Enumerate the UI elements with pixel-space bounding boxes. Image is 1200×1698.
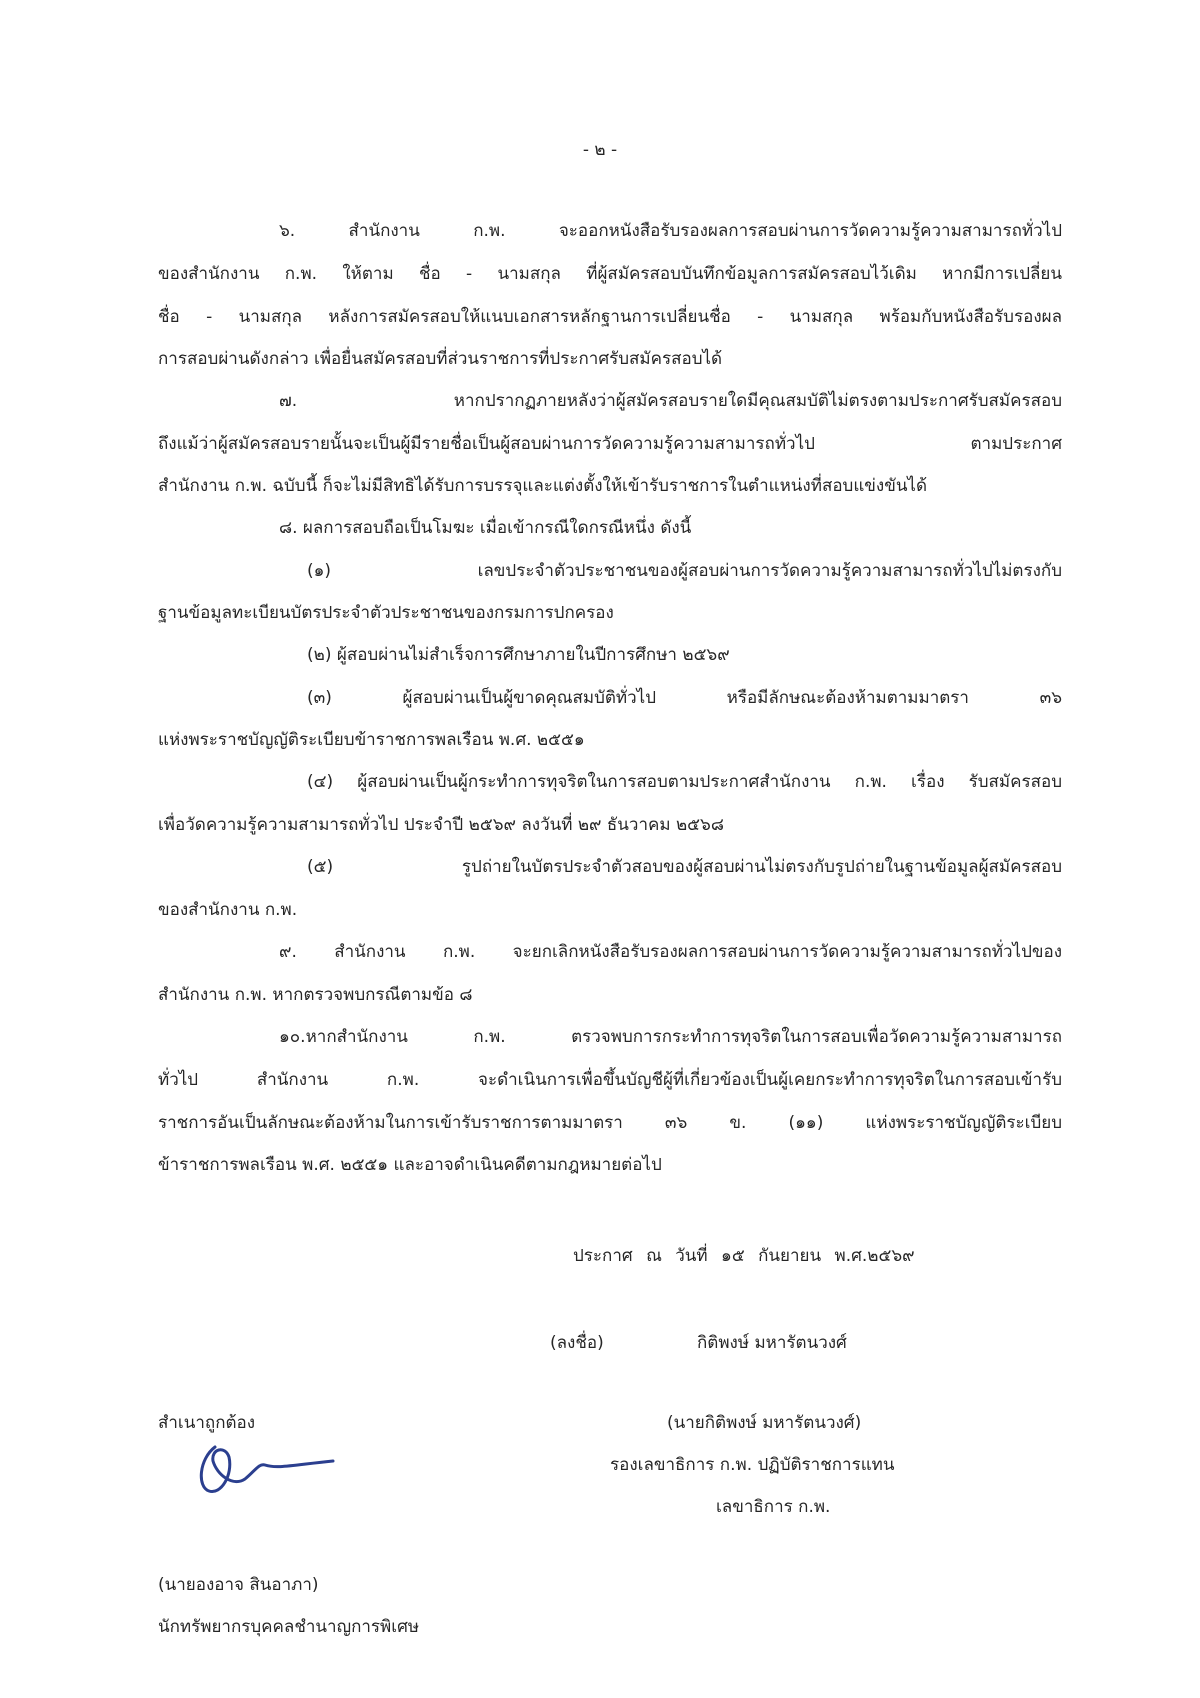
item-8-4-line-1: (๔) ผู้สอบผ่านเป็นผู้กระทำการทุจริตในการสอบตามประกาศสำนักงาน ก.พ. เรื่อง รับสมัครสอบ [307,772,1062,792]
item-8-5-line-2: ของสำนักงาน ก.พ. [158,900,298,920]
signer-name: กิติพงษ์ มหารัตนวงศ์ [697,1333,847,1353]
paragraph-10-line-1: ๑๐.หากสำนักงาน ก.พ. ตรวจพบการกระทำการทุจริตในการสอบเพื่อวัดความรู้ความสามารถ [279,1027,1062,1047]
paragraph-7-line-3: สำนักงาน ก.พ. ฉบับนี้ ก็จะไม่มีสิทธิได้รับการบรรจุและแต่งตั้งให้เข้ารับราชการในตำแหน่งที่สอบแข่งขันได้ [158,476,928,496]
signer-full-name: (นายกิติพงษ์ มหารัตนวงศ์) [667,1413,862,1433]
item-8-5-line-1: (๕) รูปถ่ายในบัตรประจำตัวสอบของผู้สอบผ่านไม่ตรงกับรูปถ่ายในฐานข้อมูลผู้สมัครสอบ [307,857,1062,877]
paragraph-6-line-4: การสอบผ่านดังกล่าว เพื่อยื่นสมัครสอบที่ส่วนราชการที่ประกาศรับสมัครสอบได้ [158,349,723,369]
certifier-position: นักทรัพยากรบุคคลชำนาญการพิเศษ [158,1617,420,1637]
paragraph-9-line-2: สำนักงาน ก.พ. หากตรวจพบกรณีตามข้อ ๘ [158,985,473,1005]
item-8-1-line-1: (๑) เลขประจำตัวประชาชนของผู้สอบผ่านการวัดความรู้ความสามารถทั่วไปไม่ตรงกับ [307,561,1062,581]
signed-label: (ลงชื่อ) [550,1333,604,1353]
signer-position-2: เลขาธิการ ก.พ. [716,1497,831,1517]
item-8-1-line-2: ฐานข้อมูลทะเบียนบัตรประจำตัวประชาชนของกรมการปกครอง [158,603,614,623]
signer-position-1: รองเลขาธิการ ก.พ. ปฏิบัติราชการแทน [610,1455,895,1475]
paragraph-7-line-1: ๗. หากปรากฏภายหลังว่าผู้สมัครสอบรายใดมีคุณสมบัติไม่ตรงตามประกาศรับสมัครสอบ [279,391,1062,411]
handwritten-signature [193,1435,353,1505]
page-number: - ๒ - [582,140,618,160]
paragraph-6-line-2: ของสำนักงาน ก.พ. ให้ตาม ชื่อ - นามสกุล ที่ผู้สมัครสอบบันทึกข้อมูลการสมัครสอบไว้เดิม หากมีการเปลี่ยน [158,264,1062,284]
certifier-name: (นายองอาจ สินอาภา) [158,1575,319,1595]
item-8-3-line-2: แห่งพระราชบัญญัติระเบียบข้าราชการพลเรือน พ.ศ. ๒๕๕๑ [158,730,585,750]
paragraph-7-line-2: ถึงแม้ว่าผู้สมัครสอบรายนั้นจะเป็นผู้มีรายชื่อเป็นผู้สอบผ่านการวัดความรู้ความสามารถทั่วไป ตามประกาศ [158,434,1062,454]
paragraph-9-line-1: ๙. สำนักงาน ก.พ. จะยกเลิกหนังสือรับรองผลการสอบผ่านการวัดความรู้ความสามารถทั่วไปของ [279,942,1062,962]
paragraph-6-line-1: ๖. สำนักงาน ก.พ. จะออกหนังสือรับรองผลการสอบผ่านการวัดความรู้ความสามารถทั่วไป [279,221,1062,241]
item-8-2-line-1: (๒) ผู้สอบผ่านไม่สำเร็จการศึกษาภายในปีการศึกษา ๒๕๖๙ [307,645,730,665]
paragraph-10-line-3: ราชการอันเป็นลักษณะต้องห้ามในการเข้ารับราชการตามมาตรา ๓๖ ข. (๑๑) แห่งพระราชบัญญัติระเบียบ [158,1113,1062,1133]
item-8-3-line-1: (๓) ผู้สอบผ่านเป็นผู้ขาดคุณสมบัติทั่วไป หรือมีลักษณะต้องห้ามตามมาตรา ๓๖ [307,688,1062,708]
paragraph-6-line-3: ชื่อ - นามสกุล หลังการสมัครสอบให้แนบเอกสารหลักฐานการเปลี่ยนชื่อ - นามสกุล พร้อมกับหนังสือรับรองผล [158,307,1062,327]
paragraph-8-line-1: ๘. ผลการสอบถือเป็นโมฆะ เมื่อเข้ากรณีใดกรณีหนึ่ง ดังนี้ [279,518,692,538]
item-8-4-line-2: เพื่อวัดความรู้ความสามารถทั่วไป ประจำปี ๒๕๖๙ ลงวันที่ ๒๙ ธันวาคม ๒๕๖๘ [158,815,724,835]
paragraph-10-line-2: ทั่วไป สำนักงาน ก.พ. จะดำเนินการเพื่อขึ้นบัญชีผู้ที่เกี่ยวข้องเป็นผู้เคยกระทำการทุจริตในการสอบเข้ารับ [158,1070,1062,1090]
paragraph-10-line-4: ข้าราชการพลเรือน พ.ศ. ๒๕๕๑ และอาจดำเนินคดีตามกฎหมายต่อไป [158,1155,662,1175]
announcement-date: ประกาศ ณ วันที่ ๑๕ กันยายน พ.ศ.๒๕๖๙ [573,1246,915,1266]
certified-label: สำเนาถูกต้อง [158,1413,256,1433]
